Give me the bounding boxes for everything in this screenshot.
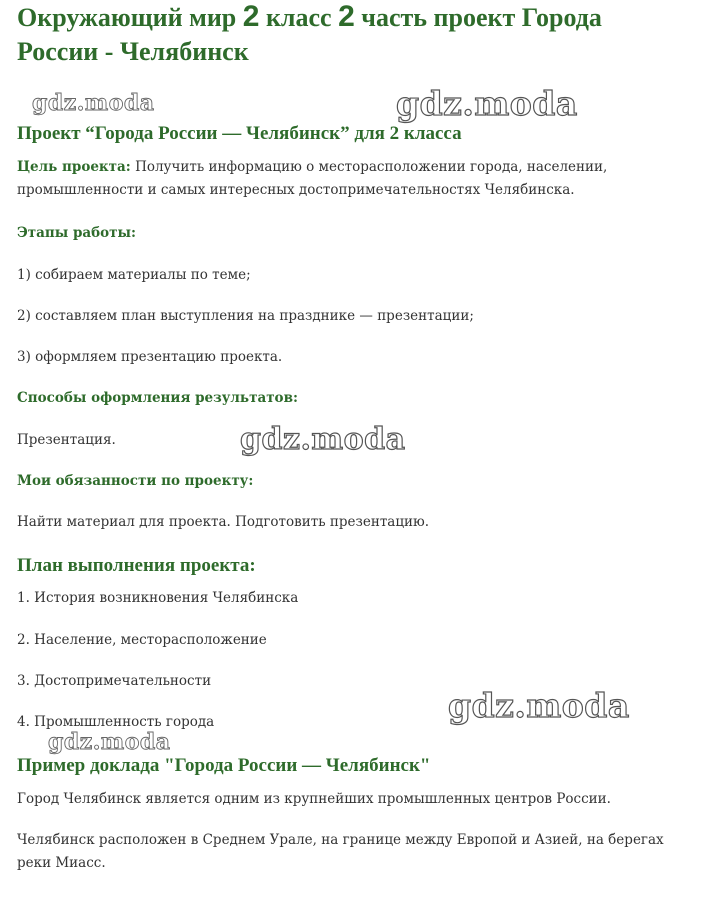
title-text: часть проект Города России - Челябинск — [17, 3, 602, 66]
duties-text: Найти материал для проекта. Подготовить презентацию. — [17, 514, 430, 530]
plan-item: 1. История возникновения Челябинска — [17, 590, 299, 606]
methods-label-text: Способы оформления результатов: — [17, 390, 298, 406]
stages-label-text: Этапы работы: — [17, 225, 137, 241]
stages-label — [17, 222, 677, 245]
watermark-logo: gdz.moda — [240, 422, 406, 457]
stage-item: 3) оформляем презентацию проекта. — [17, 349, 283, 365]
report-heading: Пример доклада "Города России — Челябинск" — [17, 755, 431, 776]
watermark-logo: gdz.moda — [396, 84, 578, 123]
goal-paragraph — [17, 156, 677, 202]
page-title — [17, 0, 687, 69]
methods-label — [17, 387, 677, 410]
watermark-logo: gdz.moda — [448, 686, 630, 725]
stage-item: 2) составляем план выступления на празднике — презентации; — [17, 308, 474, 324]
title-text: Окружающий мир — [17, 3, 243, 32]
plan-item: 3. Достопримечательности — [17, 673, 212, 689]
goal-text: Получить информацию о месторасположении города, населении, промышленности и самых интересных достопримечательностях Челябинска. — [17, 159, 608, 198]
plan-item: 2. Население, месторасположение — [17, 632, 267, 648]
report-paragraph: Челябинск расположен в Среднем Урале, на границе между Европой и Азией, на берегах реки Миасс. — [17, 832, 664, 871]
methods-text: Презентация. — [17, 432, 116, 448]
watermark-logo: gdz.moda — [48, 729, 171, 755]
plan-heading: План выполнения проекта: — [17, 555, 256, 576]
title-part-number: 2 — [338, 0, 355, 33]
report-paragraph: Город Челябинск является одним из крупнейших промышленных центров России. — [17, 791, 611, 807]
duties-label-text: Мои обязанности по проекту: — [17, 473, 254, 489]
stage-item: 1) собираем материалы по теме; — [17, 267, 251, 283]
project-heading: Проект “Города России — Челябинск” для 2 класса — [17, 123, 462, 144]
plan-item: 4. Промышленность города — [17, 714, 215, 730]
watermark-logo: gdz.moda — [32, 90, 155, 116]
goal-label: Цель проекта: — [17, 159, 131, 175]
title-grade-number: 2 — [242, 0, 260, 33]
duties-label — [17, 470, 677, 493]
title-text: класс — [259, 3, 339, 32]
